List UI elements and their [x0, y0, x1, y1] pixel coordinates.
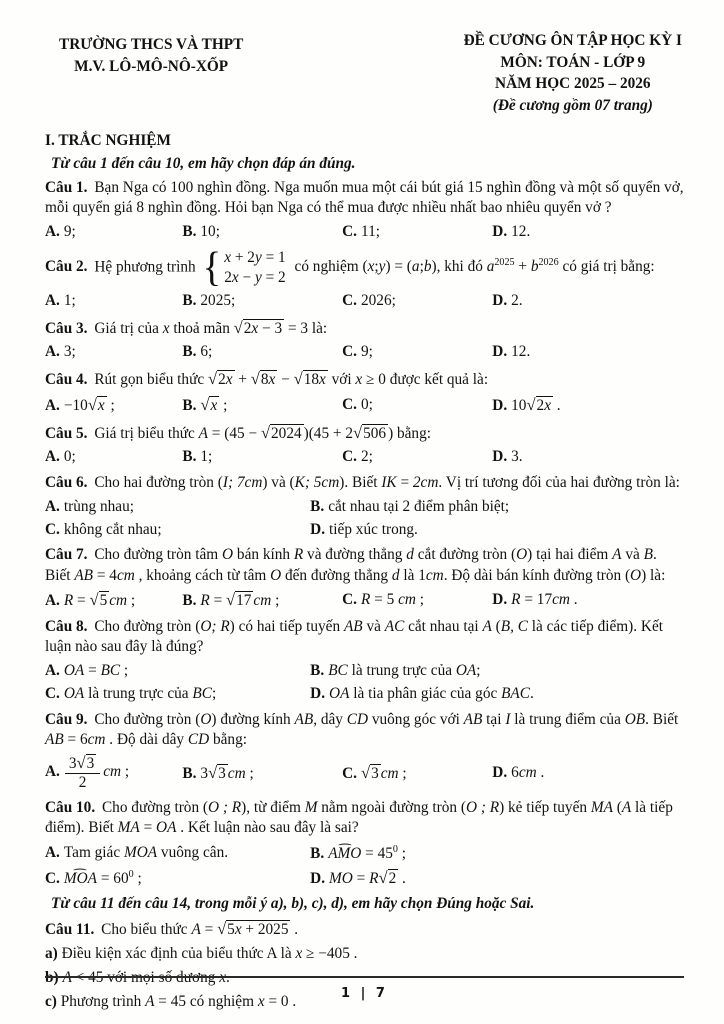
- question-text-line: [45, 617, 684, 657]
- option: [310, 840, 684, 865]
- option: [342, 589, 492, 612]
- option-label: C.: [45, 520, 60, 538]
- option-text: $\frac{3√3}{2}$ cm ;: [64, 763, 129, 780]
- question-text: Cho đường tròn (O; R) có hai tiếp tuyến AB và AC cắt nhau tại A (B, C là các tiếp điểm). Kết luận nào sau đây là đúng?: [45, 618, 663, 656]
- option-text: 3√3 cm ;: [200, 762, 254, 782]
- question-label: Câu 11.: [45, 920, 95, 938]
- option-label: B.: [182, 292, 197, 310]
- options-row: [45, 752, 684, 794]
- option-text: √3 cm ;: [361, 762, 407, 782]
- option: [310, 865, 684, 890]
- option: [45, 588, 182, 613]
- option: [492, 221, 684, 244]
- option-label: A.: [45, 343, 60, 361]
- option-text: R = √5 cm ;: [63, 590, 136, 610]
- options-row: [45, 588, 684, 613]
- option-text: BC là trung trực của OA;: [328, 661, 481, 679]
- exam-year: NĂM HỌC 2025 – 2026: [495, 75, 651, 93]
- option-label: B.: [182, 592, 197, 610]
- exam-title: ĐỀ CƯƠNG ÔN TẬP HỌC KỲ I: [463, 32, 682, 49]
- question-text: Hệ phương trình: [90, 258, 200, 276]
- option-label: D.: [492, 223, 508, 241]
- option: [492, 589, 684, 612]
- option-label: B.: [182, 448, 197, 466]
- question: [45, 473, 684, 542]
- question-label: Câu 10.: [45, 798, 96, 816]
- option-label: D.: [492, 448, 508, 466]
- option-label: D.: [492, 343, 508, 361]
- option-text: 12.: [511, 223, 531, 241]
- question-label: Câu 9.: [45, 710, 88, 728]
- option-label: B.: [310, 844, 325, 862]
- option-text: OA = BC ;: [63, 661, 129, 679]
- question-label: Câu 8.: [45, 618, 88, 635]
- options-row: [45, 659, 684, 705]
- option-text: 2;: [361, 448, 373, 466]
- option: [182, 221, 342, 244]
- options-row: [45, 446, 684, 469]
- option-label: B.: [182, 223, 197, 241]
- option: [182, 392, 342, 417]
- option-label: B.: [182, 764, 197, 782]
- options-row: [45, 392, 684, 417]
- option-text: R = 17cm .: [511, 591, 578, 609]
- option-label: C.: [45, 869, 60, 887]
- option-label: B.: [310, 661, 325, 679]
- option: [45, 446, 182, 469]
- option-text: Tam giác MOA vuông cân.: [63, 843, 229, 861]
- option-text: MO = R√2 .: [329, 867, 406, 887]
- option: [310, 495, 684, 518]
- question-text-line: [45, 422, 684, 444]
- option-text: 12.: [511, 343, 531, 361]
- option: [45, 392, 182, 417]
- school-block: [59, 30, 243, 117]
- question: [45, 317, 684, 364]
- question-label: Câu 2.: [45, 258, 88, 276]
- option: [45, 841, 310, 864]
- option-label: C.: [342, 448, 357, 466]
- option-label: D.: [492, 292, 508, 310]
- instruction-multiple-choice: Từ câu 1 đến câu 10, em hãy chọn đáp án đúng.: [51, 155, 356, 173]
- school-name-line2: M.V. LÔ-MÔ-NÔ-XỐP: [74, 57, 229, 75]
- option: [342, 290, 492, 313]
- option-label: A.: [45, 497, 60, 515]
- option-text: 3.: [511, 448, 523, 466]
- question-text-line: [45, 798, 684, 838]
- option: [310, 518, 684, 541]
- brace-glyph: {: [202, 245, 222, 291]
- page-footer: [45, 976, 684, 1002]
- school-name-line1: TRƯỜNG THCS VÀ THPT: [59, 36, 244, 53]
- option-label: A.: [45, 763, 60, 781]
- question: [45, 178, 684, 244]
- options-row: [45, 341, 684, 364]
- equation-system: [202, 245, 286, 291]
- option: [182, 446, 342, 469]
- page-number: 1 | 7: [341, 985, 388, 1001]
- option-text: 9;: [63, 223, 76, 241]
- exam-pages-note: (Đề cương gồm 07 trang): [492, 97, 653, 115]
- option: [45, 290, 182, 313]
- question-text: Cho biểu thức A = √5x + 2025 .: [97, 918, 299, 938]
- options-row: [45, 495, 684, 541]
- equation-line: 2x − y = 2: [224, 268, 286, 286]
- option-text: 3;: [63, 343, 76, 361]
- question-text: Cho hai đường tròn (I; 7cm) và (K; 5cm). Biết IK = 2cm. Vị trí tương đối của hai đường tròn là:: [90, 473, 680, 491]
- option: [182, 760, 342, 785]
- option-text: −10√x ;: [63, 394, 115, 414]
- option: [182, 341, 342, 364]
- option: [182, 588, 342, 613]
- question: [45, 368, 684, 417]
- option-text: 11;: [361, 223, 380, 241]
- option-text: OA là tia phân giác của góc BAC.: [329, 685, 534, 703]
- option: [342, 393, 492, 416]
- question: [45, 422, 684, 469]
- option-label: A.: [45, 292, 60, 310]
- option-text: tiếp xúc trong.: [329, 520, 418, 538]
- option-text: R = 5 cm ;: [361, 591, 425, 609]
- document-header: [45, 30, 684, 117]
- question-text: Bạn Nga có 100 nghìn đồng. Nga muốn mua một cái bút giá 15 nghìn đồng và một số quyển vở, mỗi quyển giá 8 nghìn đồng. Hỏi bạn Nga có thể mua được nhiều nhất bao nhiêu quyển vở ?: [45, 179, 684, 217]
- option-label: D.: [492, 396, 508, 414]
- question-label: Câu 7.: [45, 546, 88, 564]
- option-text: 2.: [511, 292, 523, 310]
- instruction-true-false: Từ câu 11 đến câu 14, trong mỗi ý a), b), c), d), em hãy chọn Đúng hoặc Sai.: [51, 894, 535, 912]
- option: [310, 659, 684, 682]
- option: [45, 518, 310, 541]
- option-label: A.: [45, 843, 60, 861]
- option-label: D.: [492, 591, 508, 609]
- question-text-line: [45, 178, 684, 218]
- option-label: A.: [45, 592, 60, 610]
- option-label: C.: [342, 343, 357, 361]
- option-label: A.: [45, 448, 60, 466]
- question-text-continued: có nghiệm (x;y) = (a;b), khi đó $a^{2025} + b^{2026}$ có giá trị bằng:: [290, 257, 655, 276]
- option: [45, 495, 310, 518]
- option-text: 1;: [200, 448, 213, 466]
- statement-item: a) Điều kiện xác định của biểu thức A là x ≥ −405 .: [45, 944, 358, 962]
- option: [45, 683, 310, 706]
- option-text: 1;: [63, 292, 76, 310]
- option: [492, 392, 684, 417]
- question-label: Câu 3.: [45, 319, 88, 337]
- option: [45, 659, 310, 682]
- option-label: B.: [310, 497, 325, 515]
- option-text: không cắt nhau;: [63, 520, 162, 538]
- question: [45, 617, 684, 706]
- option: [45, 221, 182, 244]
- question-text-line: [45, 545, 684, 585]
- option-label: C.: [342, 395, 357, 413]
- exam-subject: MÔN: TOÁN - LỚP 9: [500, 53, 646, 71]
- option-text: 2025;: [200, 292, 236, 310]
- option-label: C.: [342, 764, 357, 782]
- option: [182, 290, 342, 313]
- question-label: Câu 1.: [45, 179, 88, 197]
- option: [492, 446, 684, 469]
- option-text: 0;: [361, 395, 373, 413]
- option-text: cắt nhau tại 2 điểm phân biệt;: [328, 497, 510, 515]
- option-text: ⌢ AMO = $45^0$ ;: [328, 845, 406, 862]
- question-text: Cho đường tròn tâm O bán kính R và đường thẳng d cắt đường tròn (O) tại hai điểm A và B. Biết AB = 4cm , khoảng cách từ tâm O đến đường thẳng d là 1cm. Độ dài bán kính đường tròn (O) là:: [45, 546, 666, 584]
- question-text: Cho đường tròn (O) đường kính AB, dây CD vuông góc với AB tại I là trung điểm của OB. Biết AB = 6cm . Độ dài dây CD bằng:: [45, 710, 679, 748]
- question-11-text-line: [45, 918, 684, 940]
- option-label: D.: [310, 685, 326, 703]
- options-row: [45, 221, 684, 244]
- question-text-line: [45, 317, 684, 339]
- options-row: [45, 290, 684, 313]
- option: [45, 865, 310, 890]
- question-text: Giá trị biểu thức A = (45 − √2024 )(45 + 2√506 ) bằng:: [90, 422, 431, 442]
- option-text: √x ;: [200, 394, 228, 414]
- question: [45, 798, 684, 891]
- question-text: Cho đường tròn (O ; R), từ điểm M nằm ngoài đường tròn (O ; R) kẻ tiếp tuyến MA (A là tiếp điểm). Biết MA = OA . Kết luận nào sau đây là sai?: [45, 798, 673, 836]
- option: [45, 341, 182, 364]
- option: [342, 221, 492, 244]
- statement-item: b) A < 45 với mọi số dương x.: [45, 969, 230, 987]
- options-row: [45, 840, 684, 890]
- option-text: 0;: [63, 448, 76, 466]
- question-text-line: [45, 368, 684, 390]
- option: [342, 446, 492, 469]
- equation-line: x + 2y = 1: [224, 248, 286, 266]
- option-text: 6cm .: [511, 763, 545, 781]
- option-text: 10√2x .: [511, 394, 561, 414]
- option: [342, 760, 492, 785]
- exam-title-block: [464, 30, 682, 117]
- option-label: A.: [45, 396, 60, 414]
- question-text-line: [45, 473, 684, 493]
- option: [310, 683, 684, 706]
- question-text: Giá trị của x thoả mãn √2x − 3 = 3 là:: [90, 317, 328, 337]
- question-text-line: [45, 710, 684, 750]
- option: [342, 341, 492, 364]
- option-label: A.: [45, 223, 60, 241]
- option-text: R = √17 cm ;: [200, 590, 280, 610]
- option-label: D.: [310, 869, 326, 887]
- question-text: Rút gọn biểu thức √2x + √8x − √18x với x ≥ 0 được kết quả là:: [90, 369, 489, 389]
- option-text: ⌢ MOA = $60^0$ ;: [64, 870, 142, 887]
- question: [45, 245, 684, 313]
- option-text: 6;: [200, 343, 213, 361]
- question-label: Câu 5.: [45, 424, 88, 442]
- option-label: D.: [492, 763, 508, 781]
- option-label: C.: [45, 685, 60, 703]
- option-text: 10;: [200, 223, 220, 241]
- question-text-line: [45, 245, 684, 291]
- option-text: 2026;: [361, 292, 396, 310]
- option-label: B.: [182, 396, 197, 414]
- option: [492, 341, 684, 364]
- question: [45, 710, 684, 794]
- option-label: C.: [342, 223, 357, 241]
- footer-divider: [45, 976, 684, 978]
- question-label: Câu 6.: [45, 473, 88, 491]
- option-text: 9;: [361, 343, 373, 361]
- option: [45, 752, 182, 794]
- question-label: Câu 4.: [45, 371, 88, 389]
- option-label: D.: [310, 520, 326, 538]
- question-list: [45, 178, 684, 890]
- option: [492, 290, 684, 313]
- option-label: C.: [342, 591, 357, 609]
- option-label: A.: [45, 661, 60, 679]
- option-label: C.: [342, 292, 357, 310]
- option-text: OA là trung trực của BC;: [63, 685, 217, 703]
- section-title: I. TRẮC NGHIỆM: [45, 131, 171, 149]
- option-label: B.: [182, 343, 197, 361]
- question: [45, 545, 684, 613]
- option-text: trùng nhau;: [63, 497, 134, 515]
- option: [492, 761, 684, 784]
- statement-item: c) Phương trình A = 45 có nghiệm x = 0 .: [45, 993, 297, 1011]
